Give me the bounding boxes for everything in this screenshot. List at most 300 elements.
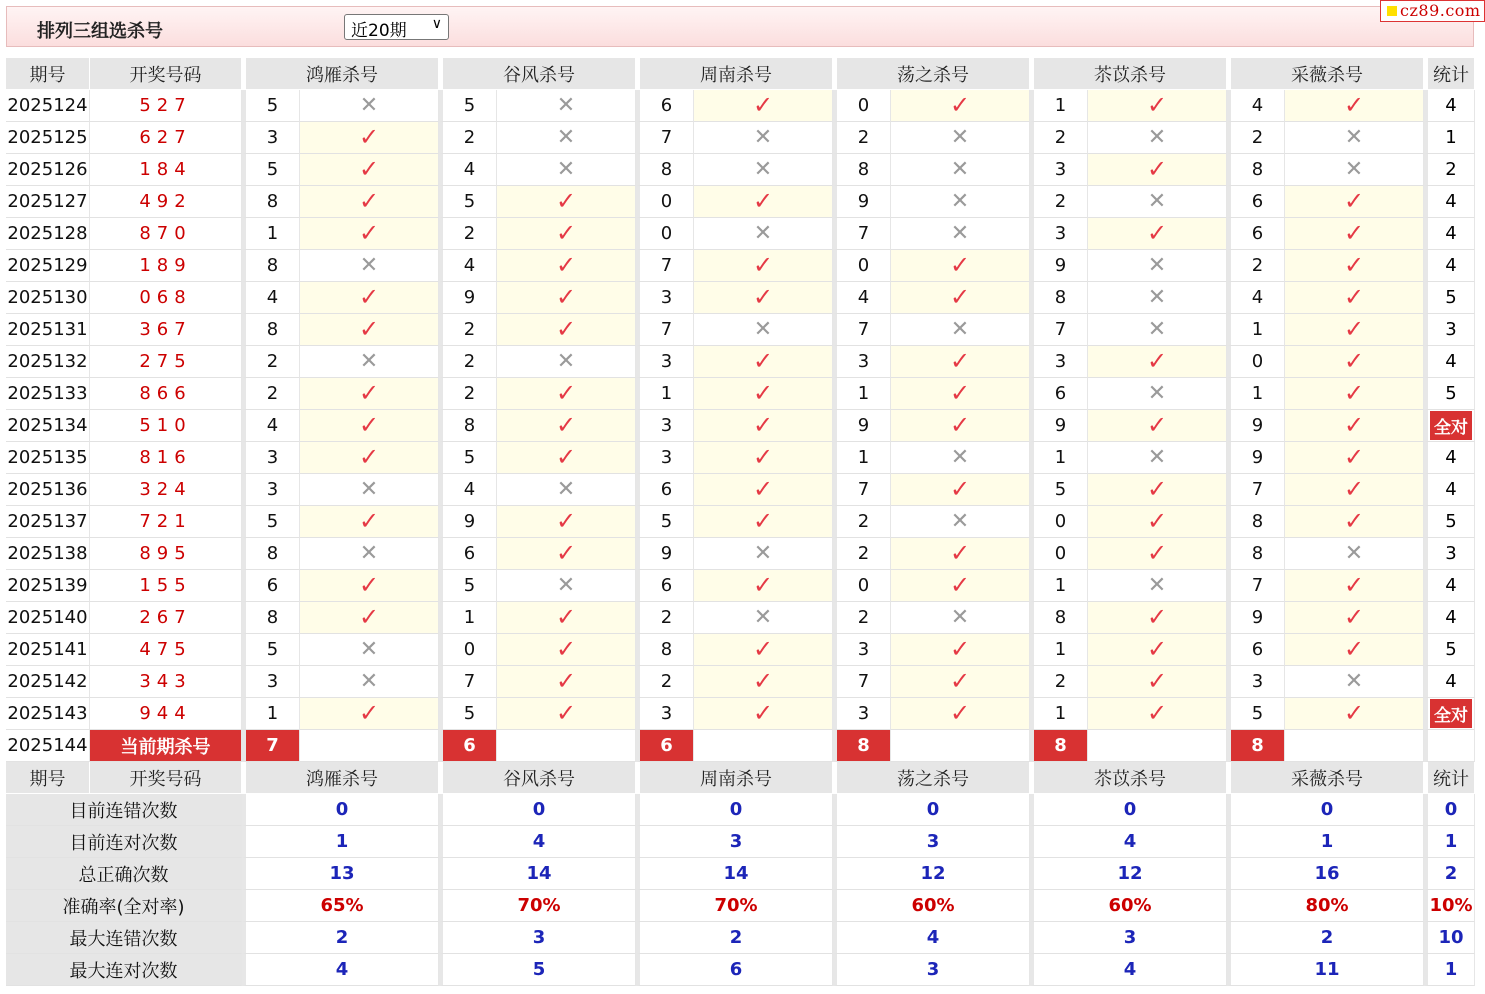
stat-cell <box>1424 698 1475 730</box>
stats-value: 1 <box>1227 826 1424 858</box>
check-icon: ✓ <box>752 667 774 695</box>
kill-number: 3 <box>1030 218 1088 250</box>
kill-number: 2 <box>439 218 497 250</box>
stats-value: 3 <box>439 922 636 954</box>
kill-number: 8 <box>242 314 300 346</box>
result-wrong <box>1088 186 1227 218</box>
result-wrong <box>694 218 833 250</box>
result-correct <box>497 698 636 730</box>
stats-value: 4 <box>833 922 1030 954</box>
check-icon: ✓ <box>555 667 577 695</box>
check-icon: ✓ <box>1146 507 1168 535</box>
check-icon: ✓ <box>1343 699 1365 727</box>
kill-number: 7 <box>636 122 694 154</box>
stats-value: 0 <box>636 794 833 826</box>
result-correct <box>300 410 439 442</box>
kill-number: 2 <box>439 378 497 410</box>
result-wrong <box>497 570 636 602</box>
kill-number: 9 <box>1227 442 1285 474</box>
check-icon: ✓ <box>1343 571 1365 599</box>
result-wrong <box>694 154 833 186</box>
stats-value: 2 <box>242 922 439 954</box>
stat-value: 5 <box>1445 287 1457 308</box>
kill-number: 2 <box>636 602 694 634</box>
kill-number: 1 <box>833 442 891 474</box>
stats-value: 16 <box>1227 858 1424 890</box>
kill-number: 7 <box>833 666 891 698</box>
table-row <box>6 218 1475 250</box>
kill-number: 7 <box>636 314 694 346</box>
result-correct <box>694 570 833 602</box>
stats-value: 3 <box>1030 922 1227 954</box>
kill-number: 3 <box>833 346 891 378</box>
kill-number: 4 <box>1227 90 1285 122</box>
period-cell: 2025129 <box>6 250 90 282</box>
brand-text: cz89.com <box>1400 1 1481 20</box>
result-correct <box>1285 314 1424 346</box>
stats-value: 4 <box>439 826 636 858</box>
period-cell: 2025124 <box>6 90 90 122</box>
cross-icon: ✕ <box>359 476 379 502</box>
kill-number: 9 <box>833 410 891 442</box>
result-correct <box>1285 282 1424 314</box>
check-icon: ✓ <box>1343 219 1365 247</box>
check-icon: ✓ <box>555 219 577 247</box>
cross-icon: ✕ <box>753 604 773 630</box>
cross-icon: ✕ <box>556 572 576 598</box>
result-correct <box>1285 442 1424 474</box>
kill-number: 2 <box>636 666 694 698</box>
result-correct <box>1285 186 1424 218</box>
check-icon: ✓ <box>1343 507 1365 535</box>
stat-value: 5 <box>1445 383 1457 404</box>
period-cell: 2025144 <box>6 730 90 762</box>
table-row <box>6 90 1475 122</box>
check-icon: ✓ <box>358 571 380 599</box>
result-wrong <box>300 666 439 698</box>
draw-numbers: 866 <box>90 378 242 410</box>
kill-number: 0 <box>636 218 694 250</box>
result-correct <box>1088 506 1227 538</box>
result-correct <box>497 250 636 282</box>
kill-number: 8 <box>1227 154 1285 186</box>
check-icon: ✓ <box>752 379 774 407</box>
table-row <box>6 634 1475 666</box>
kill-number: 6 <box>636 90 694 122</box>
empty-result-cell <box>497 730 636 762</box>
period-cell: 2025141 <box>6 634 90 666</box>
stat-cell <box>1424 122 1475 154</box>
stat-cell <box>1424 282 1475 314</box>
stats-value: 80% <box>1227 890 1424 922</box>
current-kill-number: 7 <box>242 730 300 762</box>
empty-result-cell <box>1088 730 1227 762</box>
check-icon: ✓ <box>555 315 577 343</box>
brand-logo[interactable] <box>1380 0 1485 22</box>
check-icon: ✓ <box>358 155 380 183</box>
result-wrong <box>1088 282 1227 314</box>
cross-icon: ✕ <box>950 444 970 470</box>
check-icon: ✓ <box>555 635 577 663</box>
result-correct <box>300 186 439 218</box>
stats-row <box>6 922 1475 954</box>
check-icon: ✓ <box>358 603 380 631</box>
kill-number: 3 <box>242 474 300 506</box>
period-cell: 2025134 <box>6 410 90 442</box>
check-icon: ✓ <box>358 411 380 439</box>
stat-cell <box>1424 378 1475 410</box>
result-wrong <box>891 314 1030 346</box>
cross-icon: ✕ <box>950 188 970 214</box>
page-title: 排列三组选杀号 <box>37 21 163 42</box>
result-correct <box>497 634 636 666</box>
result-wrong <box>891 442 1030 474</box>
stat-cell <box>1424 602 1475 634</box>
result-correct <box>1088 602 1227 634</box>
header-expert: 荡之杀号 <box>833 58 1030 90</box>
result-wrong <box>497 474 636 506</box>
kill-number: 6 <box>1030 378 1088 410</box>
check-icon: ✓ <box>752 635 774 663</box>
check-icon: ✓ <box>358 283 380 311</box>
kill-number: 7 <box>636 250 694 282</box>
result-correct <box>1285 346 1424 378</box>
result-wrong <box>694 314 833 346</box>
kill-number: 6 <box>636 570 694 602</box>
result-correct <box>300 698 439 730</box>
stats-value: 4 <box>1030 954 1227 986</box>
stats-value: 14 <box>439 858 636 890</box>
cross-icon: ✕ <box>753 220 773 246</box>
all-correct-badge: 全对 <box>1430 411 1472 440</box>
result-wrong <box>300 90 439 122</box>
check-icon: ✓ <box>555 187 577 215</box>
kill-number: 1 <box>1227 314 1285 346</box>
check-icon: ✓ <box>358 123 380 151</box>
cross-icon: ✕ <box>556 92 576 118</box>
current-kill-label: 当前期杀号 <box>90 730 242 762</box>
kill-number: 5 <box>439 186 497 218</box>
result-correct <box>1285 90 1424 122</box>
header-expert: 周南杀号 <box>636 58 833 90</box>
header-period: 期号 <box>6 58 90 90</box>
check-icon: ✓ <box>752 475 774 503</box>
draw-numbers: 492 <box>90 186 242 218</box>
result-correct <box>694 474 833 506</box>
kill-number: 2 <box>833 602 891 634</box>
stat-value: 4 <box>1445 607 1457 628</box>
stats-value: 2 <box>1227 922 1424 954</box>
check-icon: ✓ <box>1146 539 1168 567</box>
stats-value: 11 <box>1227 954 1424 986</box>
result-correct <box>891 346 1030 378</box>
draw-numbers: 944 <box>90 698 242 730</box>
stat-value: 2 <box>1445 159 1457 180</box>
check-icon: ✓ <box>752 443 774 471</box>
result-correct <box>300 282 439 314</box>
result-correct <box>1285 698 1424 730</box>
kill-number: 2 <box>1227 122 1285 154</box>
stats-total: 2 <box>1424 858 1475 890</box>
check-icon: ✓ <box>555 603 577 631</box>
kill-number: 0 <box>833 90 891 122</box>
result-correct <box>1088 346 1227 378</box>
cross-icon: ✕ <box>753 540 773 566</box>
result-correct <box>497 442 636 474</box>
stat-cell <box>1424 314 1475 346</box>
header-expert: 采薇杀号 <box>1227 762 1424 794</box>
empty-result-cell <box>891 730 1030 762</box>
draw-numbers: 510 <box>90 410 242 442</box>
kill-number: 0 <box>636 186 694 218</box>
period-cell: 2025125 <box>6 122 90 154</box>
check-icon: ✓ <box>752 251 774 279</box>
result-wrong <box>1285 154 1424 186</box>
check-icon: ✓ <box>1343 283 1365 311</box>
result-correct <box>497 602 636 634</box>
check-icon: ✓ <box>555 507 577 535</box>
result-correct <box>891 666 1030 698</box>
check-icon: ✓ <box>1146 91 1168 119</box>
result-correct <box>300 154 439 186</box>
check-icon: ✓ <box>1343 603 1365 631</box>
check-icon: ✓ <box>555 699 577 727</box>
header-period: 期号 <box>6 762 90 794</box>
kill-number: 8 <box>1227 506 1285 538</box>
result-correct <box>891 474 1030 506</box>
check-icon: ✓ <box>949 635 971 663</box>
result-wrong <box>891 122 1030 154</box>
kill-number: 3 <box>636 410 694 442</box>
table-row <box>6 538 1475 570</box>
stats-value: 13 <box>242 858 439 890</box>
kill-number: 8 <box>636 634 694 666</box>
result-wrong <box>891 506 1030 538</box>
empty-result-cell <box>300 730 439 762</box>
kill-number: 9 <box>1227 410 1285 442</box>
result-correct <box>497 538 636 570</box>
stat-value: 4 <box>1445 223 1457 244</box>
draw-numbers: 324 <box>90 474 242 506</box>
result-wrong <box>300 634 439 666</box>
result-wrong <box>694 602 833 634</box>
table-row <box>6 122 1475 154</box>
check-icon: ✓ <box>1146 603 1168 631</box>
cross-icon: ✕ <box>1344 156 1364 182</box>
period-cell: 2025135 <box>6 442 90 474</box>
kill-number: 5 <box>1030 474 1088 506</box>
check-icon: ✓ <box>1343 315 1365 343</box>
kill-number: 4 <box>1227 282 1285 314</box>
result-wrong <box>497 122 636 154</box>
kill-number: 2 <box>242 346 300 378</box>
cross-icon: ✕ <box>359 348 379 374</box>
kill-number: 3 <box>636 346 694 378</box>
result-wrong <box>300 474 439 506</box>
kill-number: 2 <box>1030 666 1088 698</box>
kill-number: 3 <box>636 698 694 730</box>
cross-icon: ✕ <box>556 124 576 150</box>
result-wrong <box>1285 666 1424 698</box>
draw-numbers: 475 <box>90 634 242 666</box>
check-icon: ✓ <box>358 443 380 471</box>
kill-number-table <box>6 58 1475 986</box>
kill-number: 1 <box>833 378 891 410</box>
cross-icon: ✕ <box>753 156 773 182</box>
period-cell: 2025142 <box>6 666 90 698</box>
result-wrong <box>300 346 439 378</box>
check-icon: ✓ <box>555 283 577 311</box>
result-correct <box>694 698 833 730</box>
kill-number: 8 <box>833 154 891 186</box>
result-correct <box>694 378 833 410</box>
result-correct <box>300 378 439 410</box>
result-wrong <box>497 154 636 186</box>
result-correct <box>300 442 439 474</box>
check-icon: ✓ <box>949 699 971 727</box>
stats-row <box>6 794 1475 826</box>
cross-icon: ✕ <box>1344 124 1364 150</box>
result-wrong <box>1088 314 1227 346</box>
cross-icon: ✕ <box>950 220 970 246</box>
draw-numbers: 275 <box>90 346 242 378</box>
cross-icon: ✕ <box>1147 380 1167 406</box>
result-wrong <box>1088 378 1227 410</box>
check-icon: ✓ <box>752 283 774 311</box>
kill-number: 0 <box>1030 538 1088 570</box>
cross-icon: ✕ <box>359 540 379 566</box>
result-correct <box>1088 474 1227 506</box>
table-row <box>6 442 1475 474</box>
kill-number: 9 <box>833 186 891 218</box>
stats-row <box>6 890 1475 922</box>
period-cell: 2025140 <box>6 602 90 634</box>
stats-value: 4 <box>242 954 439 986</box>
result-correct <box>300 314 439 346</box>
stat-cell <box>1424 250 1475 282</box>
check-icon: ✓ <box>752 411 774 439</box>
current-kill-number: 6 <box>439 730 497 762</box>
check-icon: ✓ <box>949 475 971 503</box>
result-correct <box>891 410 1030 442</box>
result-correct <box>1285 410 1424 442</box>
kill-number: 7 <box>1030 314 1088 346</box>
check-icon: ✓ <box>752 699 774 727</box>
stat-value: 5 <box>1445 511 1457 532</box>
kill-number: 6 <box>1227 186 1285 218</box>
kill-number: 8 <box>1030 602 1088 634</box>
table-row <box>6 314 1475 346</box>
all-correct-badge: 全对 <box>1430 699 1472 728</box>
stats-value: 60% <box>1030 890 1227 922</box>
result-wrong <box>891 602 1030 634</box>
stat-cell <box>1424 410 1475 442</box>
stats-value: 70% <box>636 890 833 922</box>
result-wrong <box>300 250 439 282</box>
empty-result-cell <box>1285 730 1424 762</box>
kill-number: 2 <box>1227 250 1285 282</box>
kill-number: 8 <box>242 250 300 282</box>
result-correct <box>694 90 833 122</box>
header-stat: 统计 <box>1424 58 1475 90</box>
kill-number: 5 <box>439 570 497 602</box>
table-row <box>6 282 1475 314</box>
kill-number: 2 <box>1030 186 1088 218</box>
result-correct <box>694 666 833 698</box>
cross-icon: ✕ <box>1147 444 1167 470</box>
draw-numbers: 627 <box>90 122 242 154</box>
period-cell: 2025138 <box>6 538 90 570</box>
result-wrong <box>891 186 1030 218</box>
result-correct <box>1088 538 1227 570</box>
header-expert: 荡之杀号 <box>833 762 1030 794</box>
kill-number: 4 <box>242 410 300 442</box>
stats-value: 0 <box>833 794 1030 826</box>
check-icon: ✓ <box>752 571 774 599</box>
cross-icon: ✕ <box>1147 124 1167 150</box>
result-correct <box>694 186 833 218</box>
header-expert: 鸿雁杀号 <box>242 58 439 90</box>
stat-value: 4 <box>1445 95 1457 116</box>
kill-number: 2 <box>833 506 891 538</box>
draw-numbers: 189 <box>90 250 242 282</box>
draw-numbers: 068 <box>90 282 242 314</box>
cross-icon: ✕ <box>556 156 576 182</box>
result-correct <box>1088 666 1227 698</box>
stat-cell <box>1424 506 1475 538</box>
result-wrong <box>1088 570 1227 602</box>
stats-value: 12 <box>1030 858 1227 890</box>
stat-cell <box>1424 218 1475 250</box>
check-icon: ✓ <box>358 379 380 407</box>
check-icon: ✓ <box>1343 635 1365 663</box>
stats-value: 5 <box>439 954 636 986</box>
check-icon: ✓ <box>752 91 774 119</box>
kill-number: 7 <box>833 314 891 346</box>
kill-number: 1 <box>1030 698 1088 730</box>
result-wrong <box>694 538 833 570</box>
result-correct <box>1285 474 1424 506</box>
check-icon: ✓ <box>358 187 380 215</box>
period-cell: 2025133 <box>6 378 90 410</box>
stats-value: 3 <box>833 954 1030 986</box>
header-expert: 苶苡杀号 <box>1030 58 1227 90</box>
check-icon: ✓ <box>1343 91 1365 119</box>
result-correct <box>891 634 1030 666</box>
result-correct <box>891 90 1030 122</box>
header-draw: 开奖号码 <box>90 762 242 794</box>
period-select[interactable] <box>344 14 449 40</box>
kill-number: 1 <box>1227 378 1285 410</box>
check-icon: ✓ <box>1146 699 1168 727</box>
stat-value: 4 <box>1445 191 1457 212</box>
stats-row <box>6 954 1475 986</box>
period-cell: 2025139 <box>6 570 90 602</box>
check-icon: ✓ <box>1343 379 1365 407</box>
check-icon: ✓ <box>555 251 577 279</box>
result-correct <box>497 378 636 410</box>
result-correct <box>497 314 636 346</box>
kill-number: 3 <box>242 666 300 698</box>
stat-cell <box>1424 570 1475 602</box>
stat-value: 4 <box>1445 255 1457 276</box>
kill-number: 5 <box>242 634 300 666</box>
period-cell: 2025136 <box>6 474 90 506</box>
stats-value: 14 <box>636 858 833 890</box>
check-icon: ✓ <box>1343 443 1365 471</box>
kill-number: 3 <box>636 442 694 474</box>
kill-number: 9 <box>1030 410 1088 442</box>
